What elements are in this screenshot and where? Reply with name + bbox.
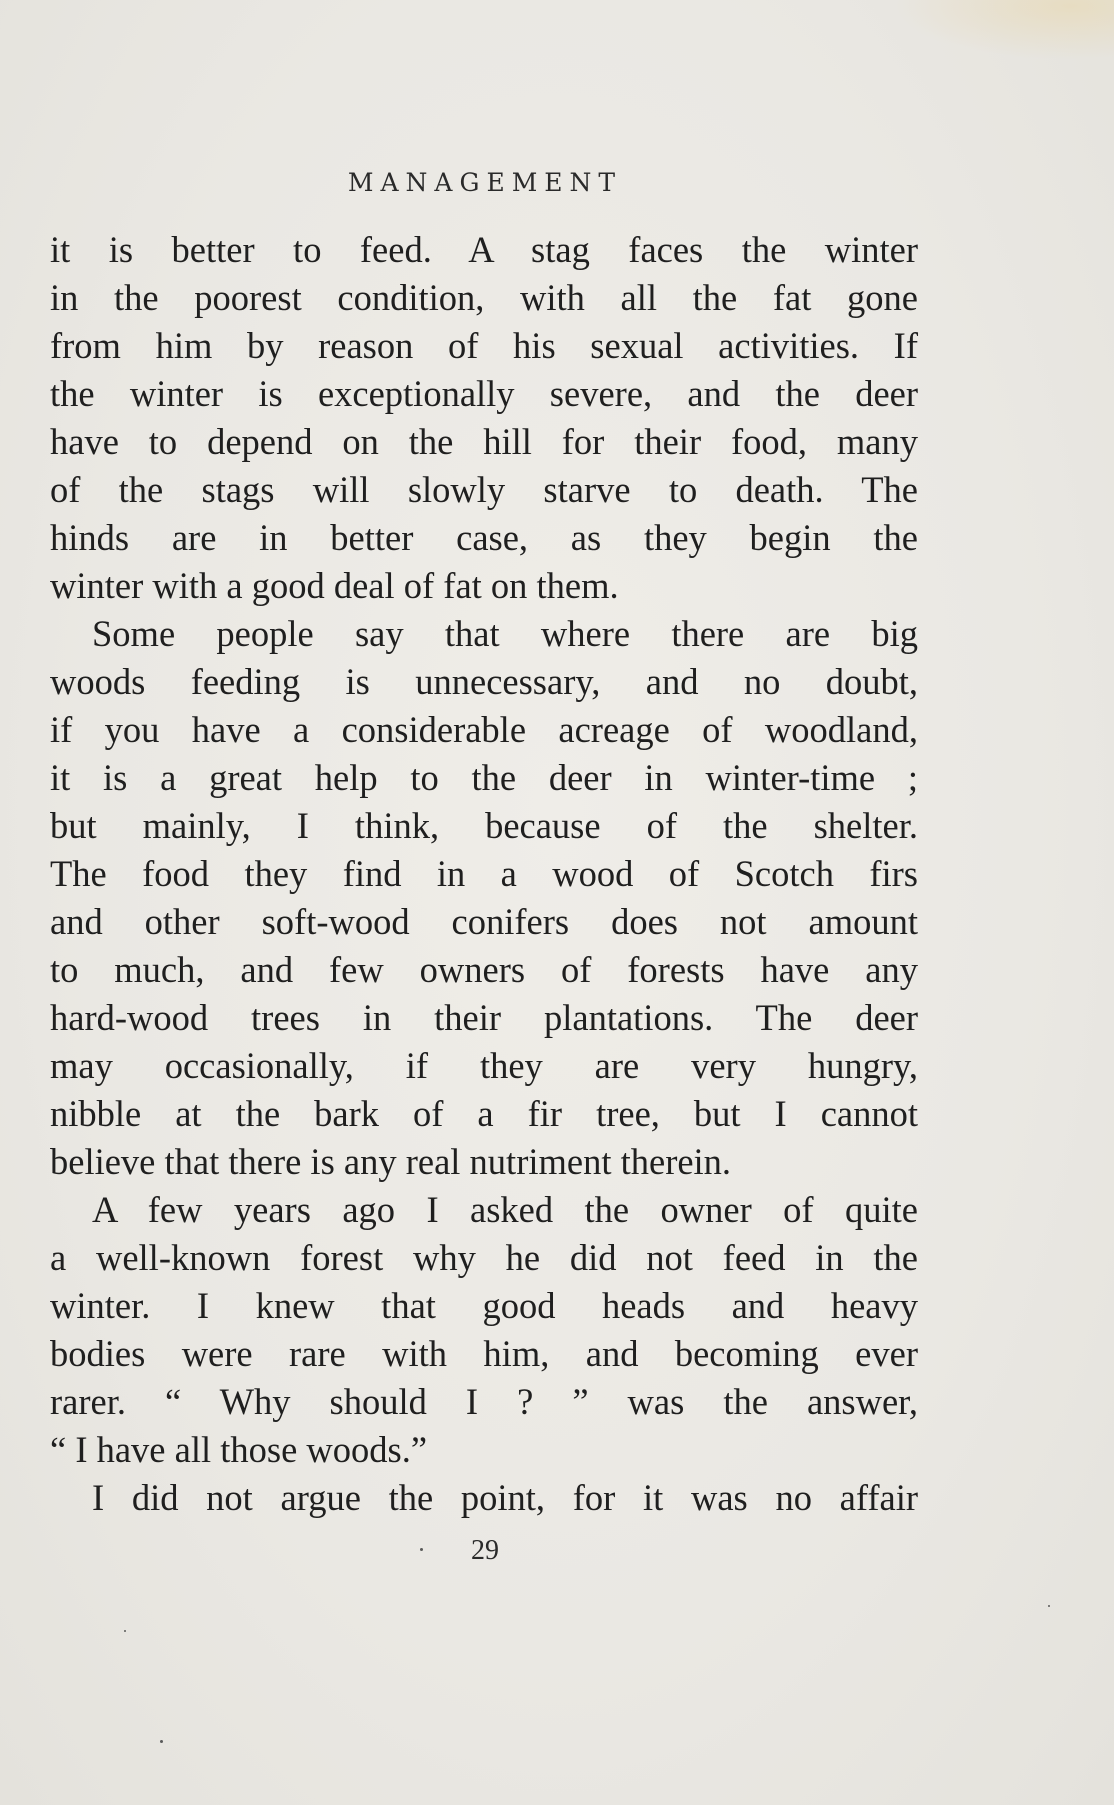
page-number: 29 [471, 1535, 499, 1566]
text-line: Some people say that where there are big [92, 613, 918, 654]
text-line: from him by reason of his sexual activities. If [50, 325, 918, 366]
text-line: woods feeding is unnecessary, and no doubt, [50, 661, 918, 702]
text-line: believe that there is any real nutriment therein. [50, 1141, 732, 1182]
text-line: hard-wood trees in their plantations. The deer [50, 997, 918, 1038]
text-line: winter. I knew that good heads and heavy [50, 1285, 918, 1326]
text-line: hinds are in better case, as they begin the [50, 517, 918, 558]
body-text [50, 226, 918, 1522]
text-line: have to depend on the hill for their food, many [50, 421, 918, 462]
text-line: may occasionally, if they are very hungry, [50, 1045, 918, 1086]
paper-stain [894, 0, 1114, 60]
text-line: in the poorest condition, with all the fat gone [50, 277, 918, 318]
text-line: if you have a considerable acreage of woodland, [50, 709, 918, 750]
text-line: bodies were rare with him, and becoming ever [50, 1333, 918, 1374]
text-line: and other soft-wood conifers does not amount [50, 901, 918, 942]
paper-speck [420, 1548, 423, 1551]
text-line: rarer. “ Why should I ? ” was the answer, [50, 1381, 918, 1422]
text-line: the winter is exceptionally severe, and the deer [50, 373, 918, 414]
text-line: to much, and few owners of forests have any [50, 949, 918, 990]
running-head: MANAGEMENT [347, 168, 623, 197]
paper-speck [124, 1630, 126, 1632]
text-line: it is a great help to the deer in winter-time ; [50, 757, 918, 798]
text-line: it is better to feed. A stag faces the winter [50, 229, 918, 270]
text-line: nibble at the bark of a fir tree, but I cannot [50, 1093, 918, 1134]
text-line: A few years ago I asked the owner of quite [92, 1189, 918, 1230]
text-line: of the stags will slowly starve to death. The [50, 469, 918, 510]
text-line: a well-known forest why he did not feed in the [50, 1237, 918, 1278]
text-line: but mainly, I think, because of the shelter. [50, 805, 918, 846]
text-line: I did not argue the point, for it was no affair [92, 1477, 918, 1518]
text-line: “ I have all those woods.” [50, 1429, 428, 1470]
paper-speck [1048, 1605, 1050, 1607]
paper-speck [160, 1740, 163, 1743]
text-line: winter with a good deal of fat on them. [50, 565, 619, 606]
text-line: The food they find in a wood of Scotch firs [50, 853, 918, 894]
